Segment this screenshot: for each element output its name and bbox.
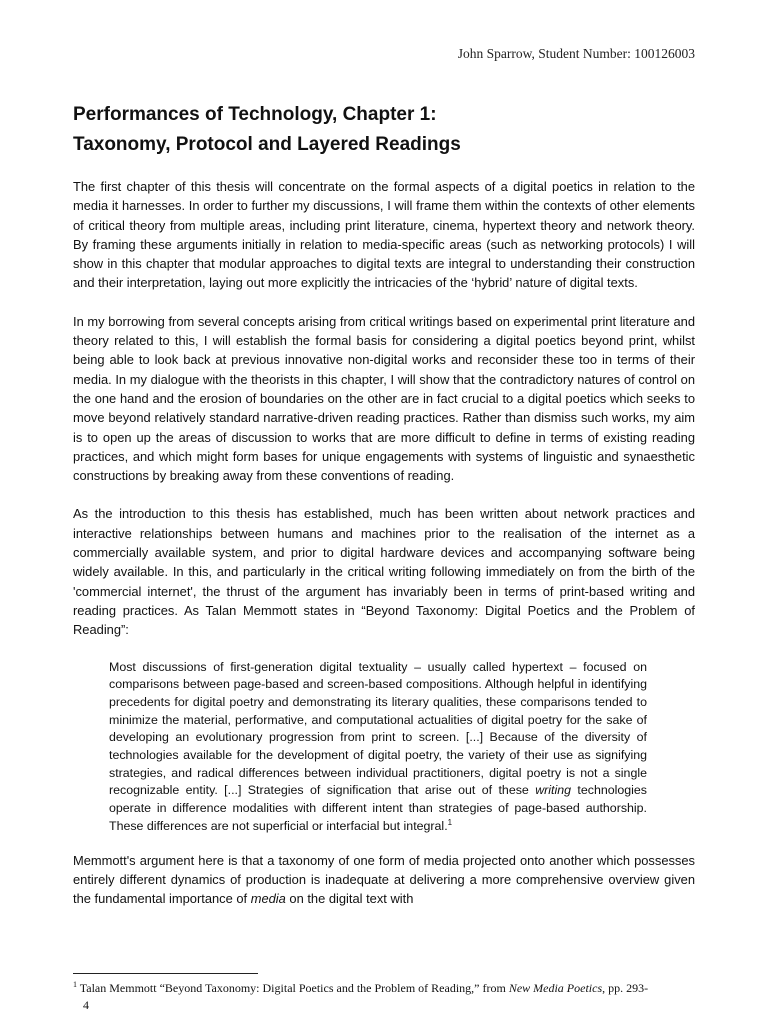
paragraph-4	[73, 851, 695, 909]
block-quote	[109, 659, 647, 836]
quote-text-2: technologies operate in difference modalities with different intent than strategies of page-based authorship. These differences are not superficial or interfacial but integral.	[109, 783, 647, 833]
footnote-number: 1	[73, 980, 77, 989]
paragraph-4-text-2: on the digital text with	[285, 891, 414, 907]
footnote	[73, 980, 697, 1014]
footnote-text-1: Talan Memmott “Beyond Taxonomy: Digital Poetics and the Problem of Reading,” from	[77, 981, 509, 995]
paragraph-3: As the introduction to this thesis has established, much has been written about network practices and interactive relationships between humans and machines prior to the realisation of the internet as a commercially available system, and prior to digital hardware devices and accompanying software being widely available. In this, and particularly in the critical writing following immediately on from the birth of the 'commercial internet', the thrust of the argument has invariably been in terms of print-based writing and reading practices. As Talan Memmott states in “Beyond Taxonomy: Digital Poetics and the Problem of Reading”:	[73, 506, 695, 638]
chapter-title	[73, 100, 693, 160]
paragraph-4-emphasis: media	[250, 891, 286, 907]
footnote-text-2: , pp. 293-	[602, 981, 649, 995]
quote-text-1: Most discussions of first-generation digital textuality – usually called hypertext – focused on comparisons between page-based and screen-based compositions. Although helpful in identifying precedents for digital poetry and demonstrating its literary qualities, these comparisons tended to minimize the material, performative, and computational actualities of digital poetry for the sake of developing an evolutionary progression from print to screen. [...] Because of the diversity of technologies available for the development of digital poetry, the variety of their use as signifying strategies, and radical differences between individual practitioners, digital poetry is not a single recognizable entity. [...] Strategies of signification that arise out of these	[109, 659, 647, 798]
paragraph-1: The first chapter of this thesis will concentrate on the formal aspects of a digital poetics in relation to the media it harnesses. In order to further my discussions, I will frame them within the contexts of other elements of critical theory from multiple areas, including print literature, cinema, hypertext theory and network theory. By framing these arguments initially in relation to media-specific areas (such as networking protocols) I will show in this chapter that modular approaches to digital texts are integral to understanding their construction and their interpretation, laying out more explicitly the intricacies of the ‘hybrid’ nature of digital texts.	[73, 179, 695, 291]
page-header-author: John Sparrow, Student Number: 100126003	[457, 46, 695, 61]
quote-emphasis: writing	[535, 783, 572, 798]
chapter-title-line2: Taxonomy, Protocol and Layered Readings	[73, 134, 461, 155]
paragraph-4-text-1: Memmott's argument here is that a taxonomy of one form of media projected onto another which possesses entirely different dynamics of production is inadequate at delivering a more comprehensive overview given the fundamental importance of	[73, 852, 695, 907]
footnote-reference: 1	[447, 817, 453, 827]
body-text	[73, 177, 695, 908]
footnote-separator	[73, 973, 258, 974]
footnote-continuation: 4	[83, 998, 89, 1012]
chapter-title-line1: Performances of Technology, Chapter 1:	[73, 104, 437, 125]
paragraph-2: In my borrowing from several concepts arising from critical writings based on experimental print literature and theory related to this, I will establish the formal basis for considering a digital poetics beyond print, whilst being able to look back at previous innovative non-digital works and reconsider these too in terms of their media. In my dialogue with the theorists in this chapter, I will show that the contradictory natures of control on the one hand and the erosion of boundaries on the other are in fact crucial to a digital poetics which seeks to move beyond relatively standard narrative-driven reading practices. Rather than dismiss such works, my aim is to open up the areas of discussion to works that are more difficult to define in terms of existing reading practices, and which might form bases for unique engagements with systems of linguistic and synaesthetic constructions by breaking away from these conventions of reading.	[73, 313, 695, 484]
footnote-source-title: New Media Poetics	[508, 981, 603, 995]
